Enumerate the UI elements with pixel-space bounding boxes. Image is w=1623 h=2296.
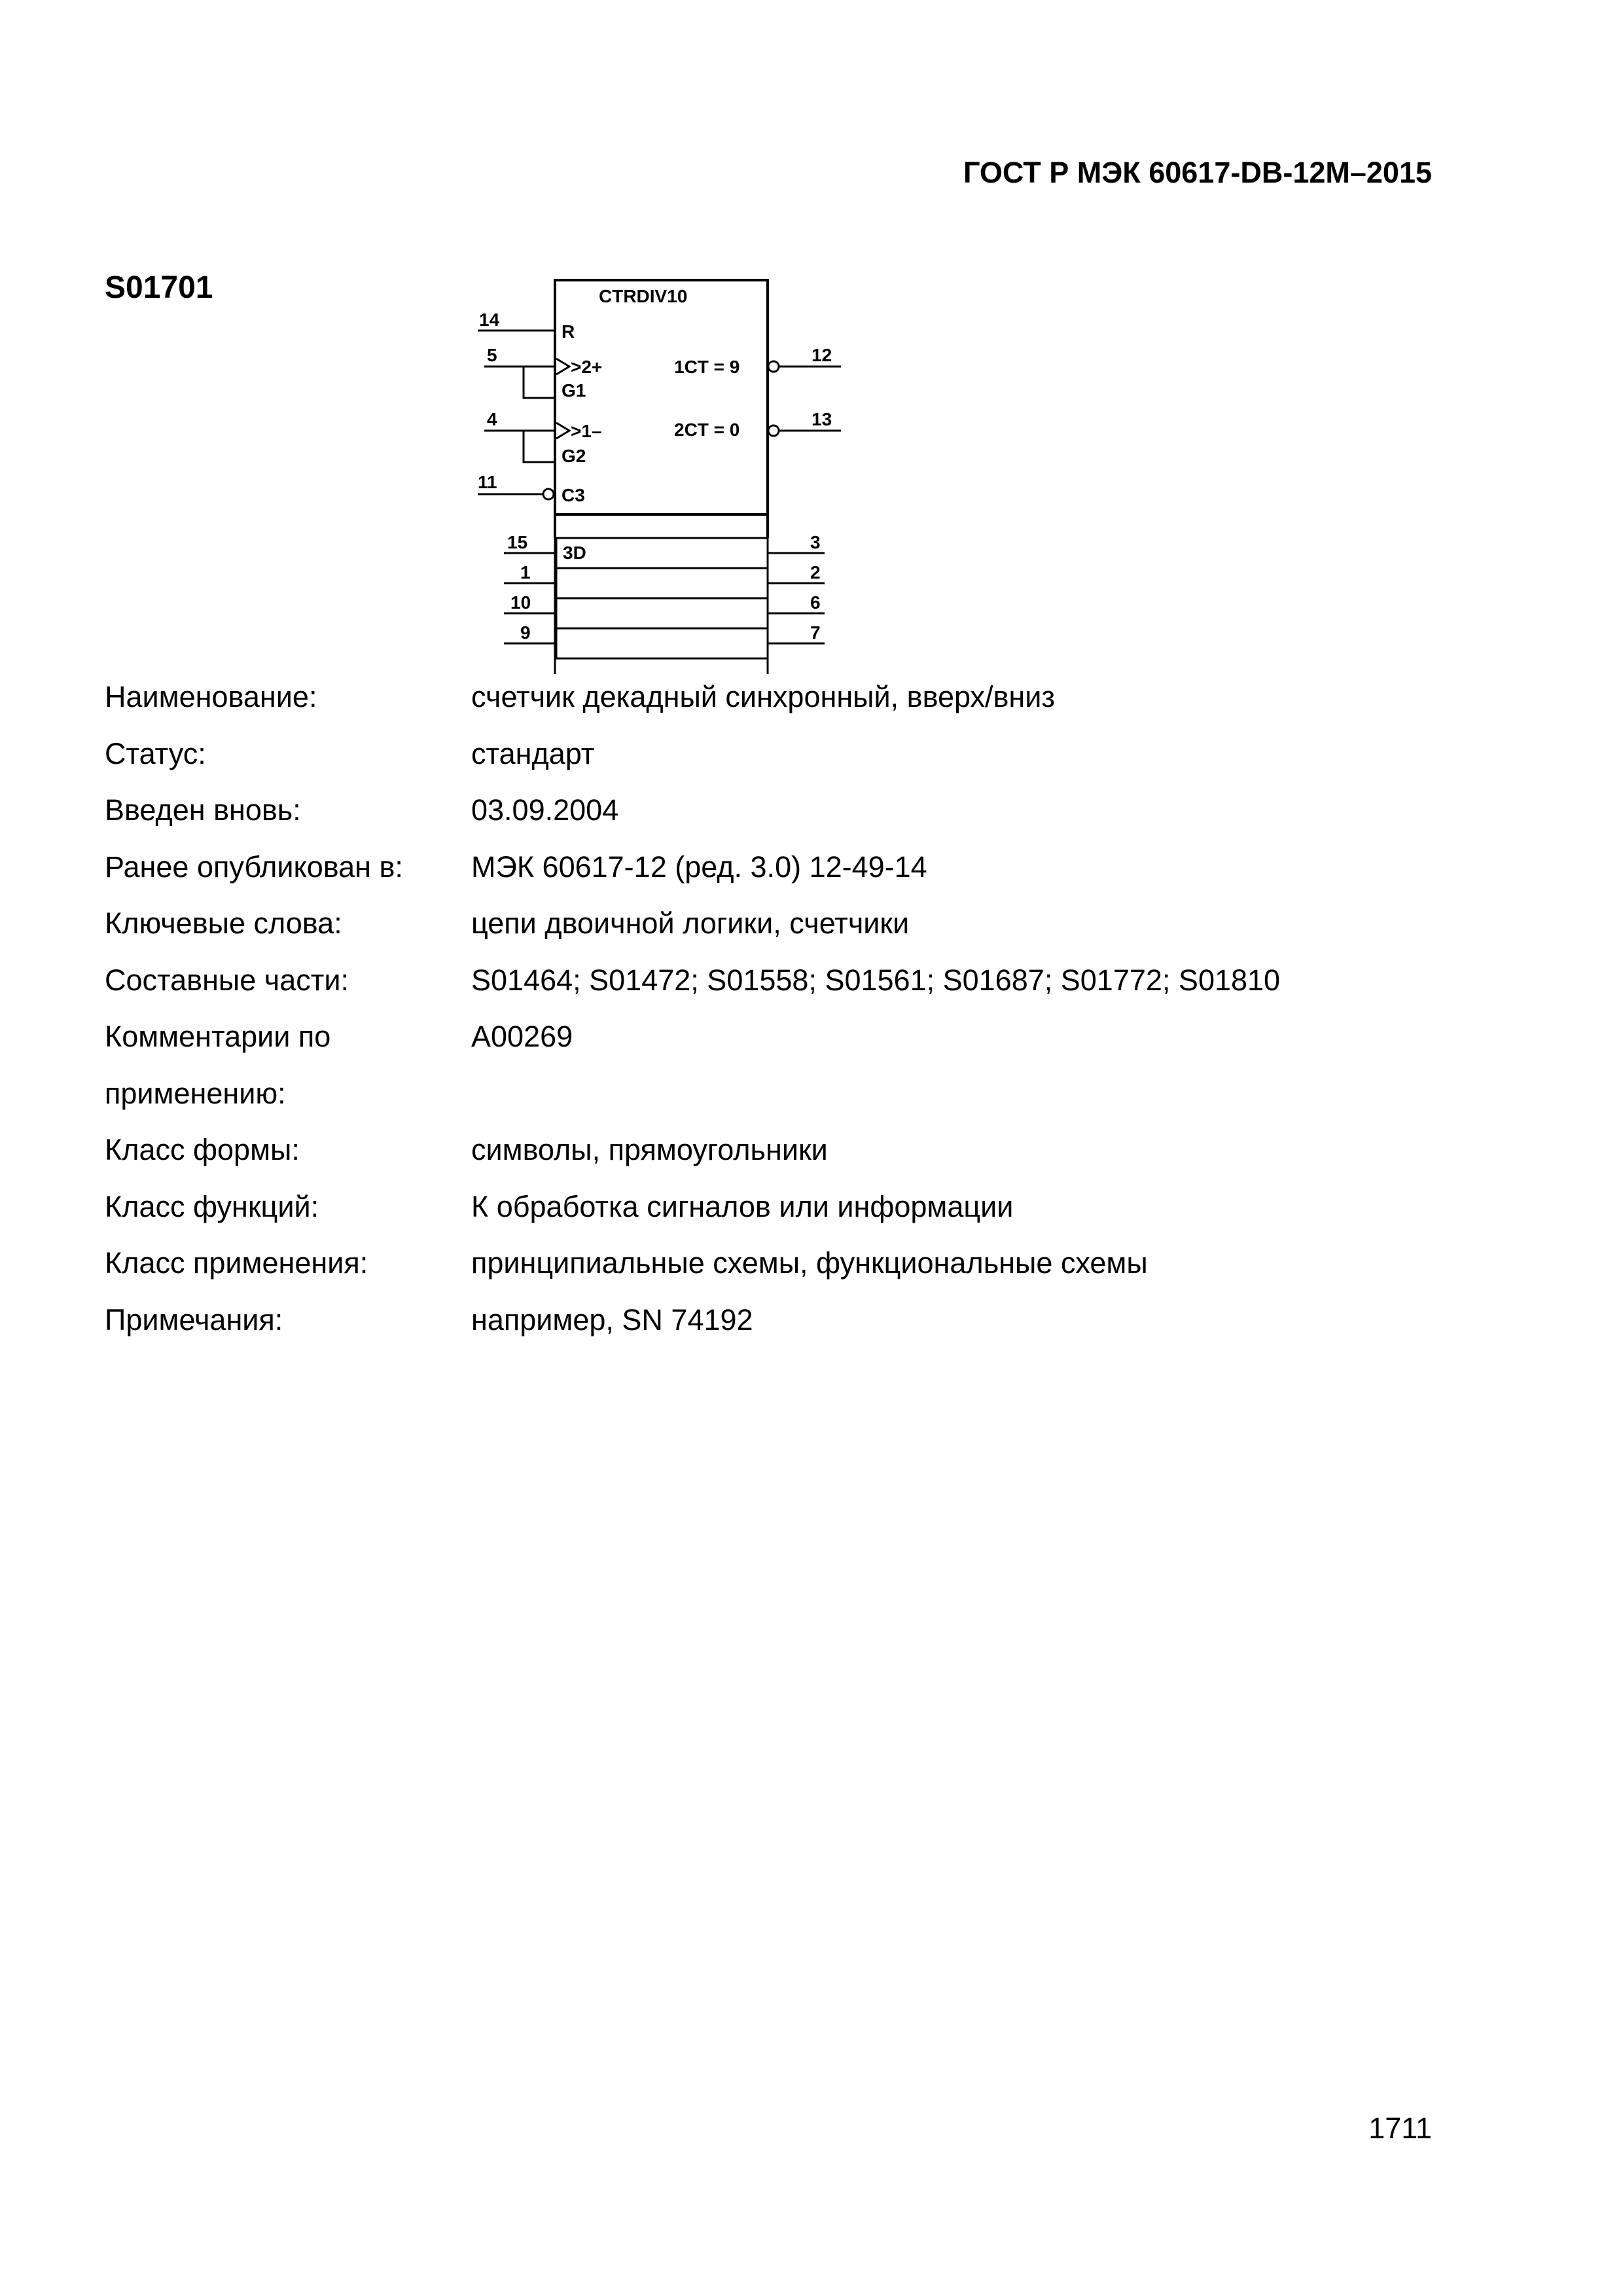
negation-circle-13 bbox=[768, 425, 779, 436]
property-key: Составные части: bbox=[105, 963, 349, 997]
property-key: Комментарии по применению: bbox=[105, 1020, 331, 1110]
property-key: Класс формы: bbox=[105, 1133, 300, 1166]
input-label-c3: C3 bbox=[562, 485, 585, 505]
data-cell-1 bbox=[556, 538, 768, 568]
symbol-properties bbox=[105, 669, 1479, 1348]
property-row bbox=[105, 1292, 1479, 1349]
property-key: Введен вновь: bbox=[105, 793, 301, 827]
property-row bbox=[105, 1122, 1479, 1179]
property-key: Статус: bbox=[105, 736, 206, 770]
property-key: Класс функций: bbox=[105, 1189, 319, 1223]
property-key: Ключевые слова: bbox=[105, 906, 342, 940]
property-value: стандарт bbox=[471, 736, 595, 770]
standard-designation: ГОСТ Р МЭК 60617-DB-12M–2015 bbox=[963, 156, 1432, 189]
pin-15: 15 bbox=[507, 532, 528, 552]
pin-14: 14 bbox=[479, 310, 500, 330]
input-label-r: R bbox=[562, 321, 575, 342]
property-key: Наименование: bbox=[105, 680, 317, 713]
property-row bbox=[105, 782, 1479, 839]
data-cell-4 bbox=[556, 628, 768, 658]
counter-symbol-diagram bbox=[458, 268, 883, 687]
property-row bbox=[105, 952, 1479, 1009]
dynamic-indicator-down bbox=[556, 423, 569, 439]
property-value: S01464; S01472; S01558; S01561; S01687; S01772; S01810 bbox=[471, 963, 1281, 997]
property-row bbox=[105, 1235, 1479, 1292]
property-row bbox=[105, 895, 1479, 952]
output-label-tc9: 1CT = 9 bbox=[674, 357, 740, 377]
block-label: CTRDIV10 bbox=[599, 286, 688, 306]
input-label-down: >1– bbox=[571, 421, 602, 441]
page-number: 1711 bbox=[1368, 2111, 1432, 2145]
pin-4: 4 bbox=[487, 409, 497, 429]
property-row bbox=[105, 1009, 1479, 1122]
property-value: A00269 bbox=[471, 1020, 573, 1053]
property-value: принципиальные схемы, функциональные схемы bbox=[471, 1246, 1148, 1280]
data-cell-2 bbox=[556, 568, 768, 598]
pin-3: 3 bbox=[810, 532, 821, 552]
property-key: Примечания: bbox=[105, 1302, 283, 1336]
property-row bbox=[105, 839, 1479, 896]
pin-12: 12 bbox=[812, 345, 832, 365]
negation-circle-c3 bbox=[543, 489, 554, 499]
property-key: Класс применения: bbox=[105, 1246, 368, 1280]
dynamic-indicator-up bbox=[556, 359, 569, 374]
property-value: К обработка сигналов или информации bbox=[471, 1189, 1014, 1223]
property-row bbox=[105, 669, 1479, 726]
input-label-up: >2+ bbox=[571, 357, 603, 377]
control-block bbox=[555, 280, 768, 514]
input-label-g2: G2 bbox=[562, 446, 586, 466]
input-label-g1: G1 bbox=[562, 380, 586, 401]
pin-6: 6 bbox=[810, 592, 821, 613]
property-key: Ранее опубликован в: bbox=[105, 850, 403, 884]
data-cell-3 bbox=[556, 598, 768, 628]
output-label-tc0: 2CT = 0 bbox=[674, 420, 740, 440]
pin-7: 7 bbox=[810, 622, 821, 643]
pin-10: 10 bbox=[510, 592, 531, 613]
property-row bbox=[105, 726, 1479, 783]
pin-2: 2 bbox=[810, 562, 821, 583]
property-row bbox=[105, 1179, 1479, 1236]
data-label-3d: 3D bbox=[563, 543, 586, 563]
property-value: МЭК 60617-12 (ред. 3.0) 12-49-14 bbox=[471, 850, 927, 884]
pin-5: 5 bbox=[487, 345, 497, 365]
property-value: счетчик декадный синхронный, вверх/вниз bbox=[471, 680, 1056, 713]
pin-9: 9 bbox=[520, 622, 531, 643]
property-value: цепи двоичной логики, счетчики bbox=[471, 906, 910, 940]
property-value: 03.09.2004 bbox=[471, 793, 619, 827]
property-value: например, SN 74192 bbox=[471, 1302, 753, 1336]
pin-11: 11 bbox=[478, 472, 497, 492]
symbol-identifier: S01701 bbox=[105, 270, 213, 305]
pin-1: 1 bbox=[520, 562, 531, 583]
pin-13: 13 bbox=[812, 409, 832, 429]
negation-circle-12 bbox=[768, 361, 779, 372]
property-value: символы, прямоугольники bbox=[471, 1133, 828, 1166]
